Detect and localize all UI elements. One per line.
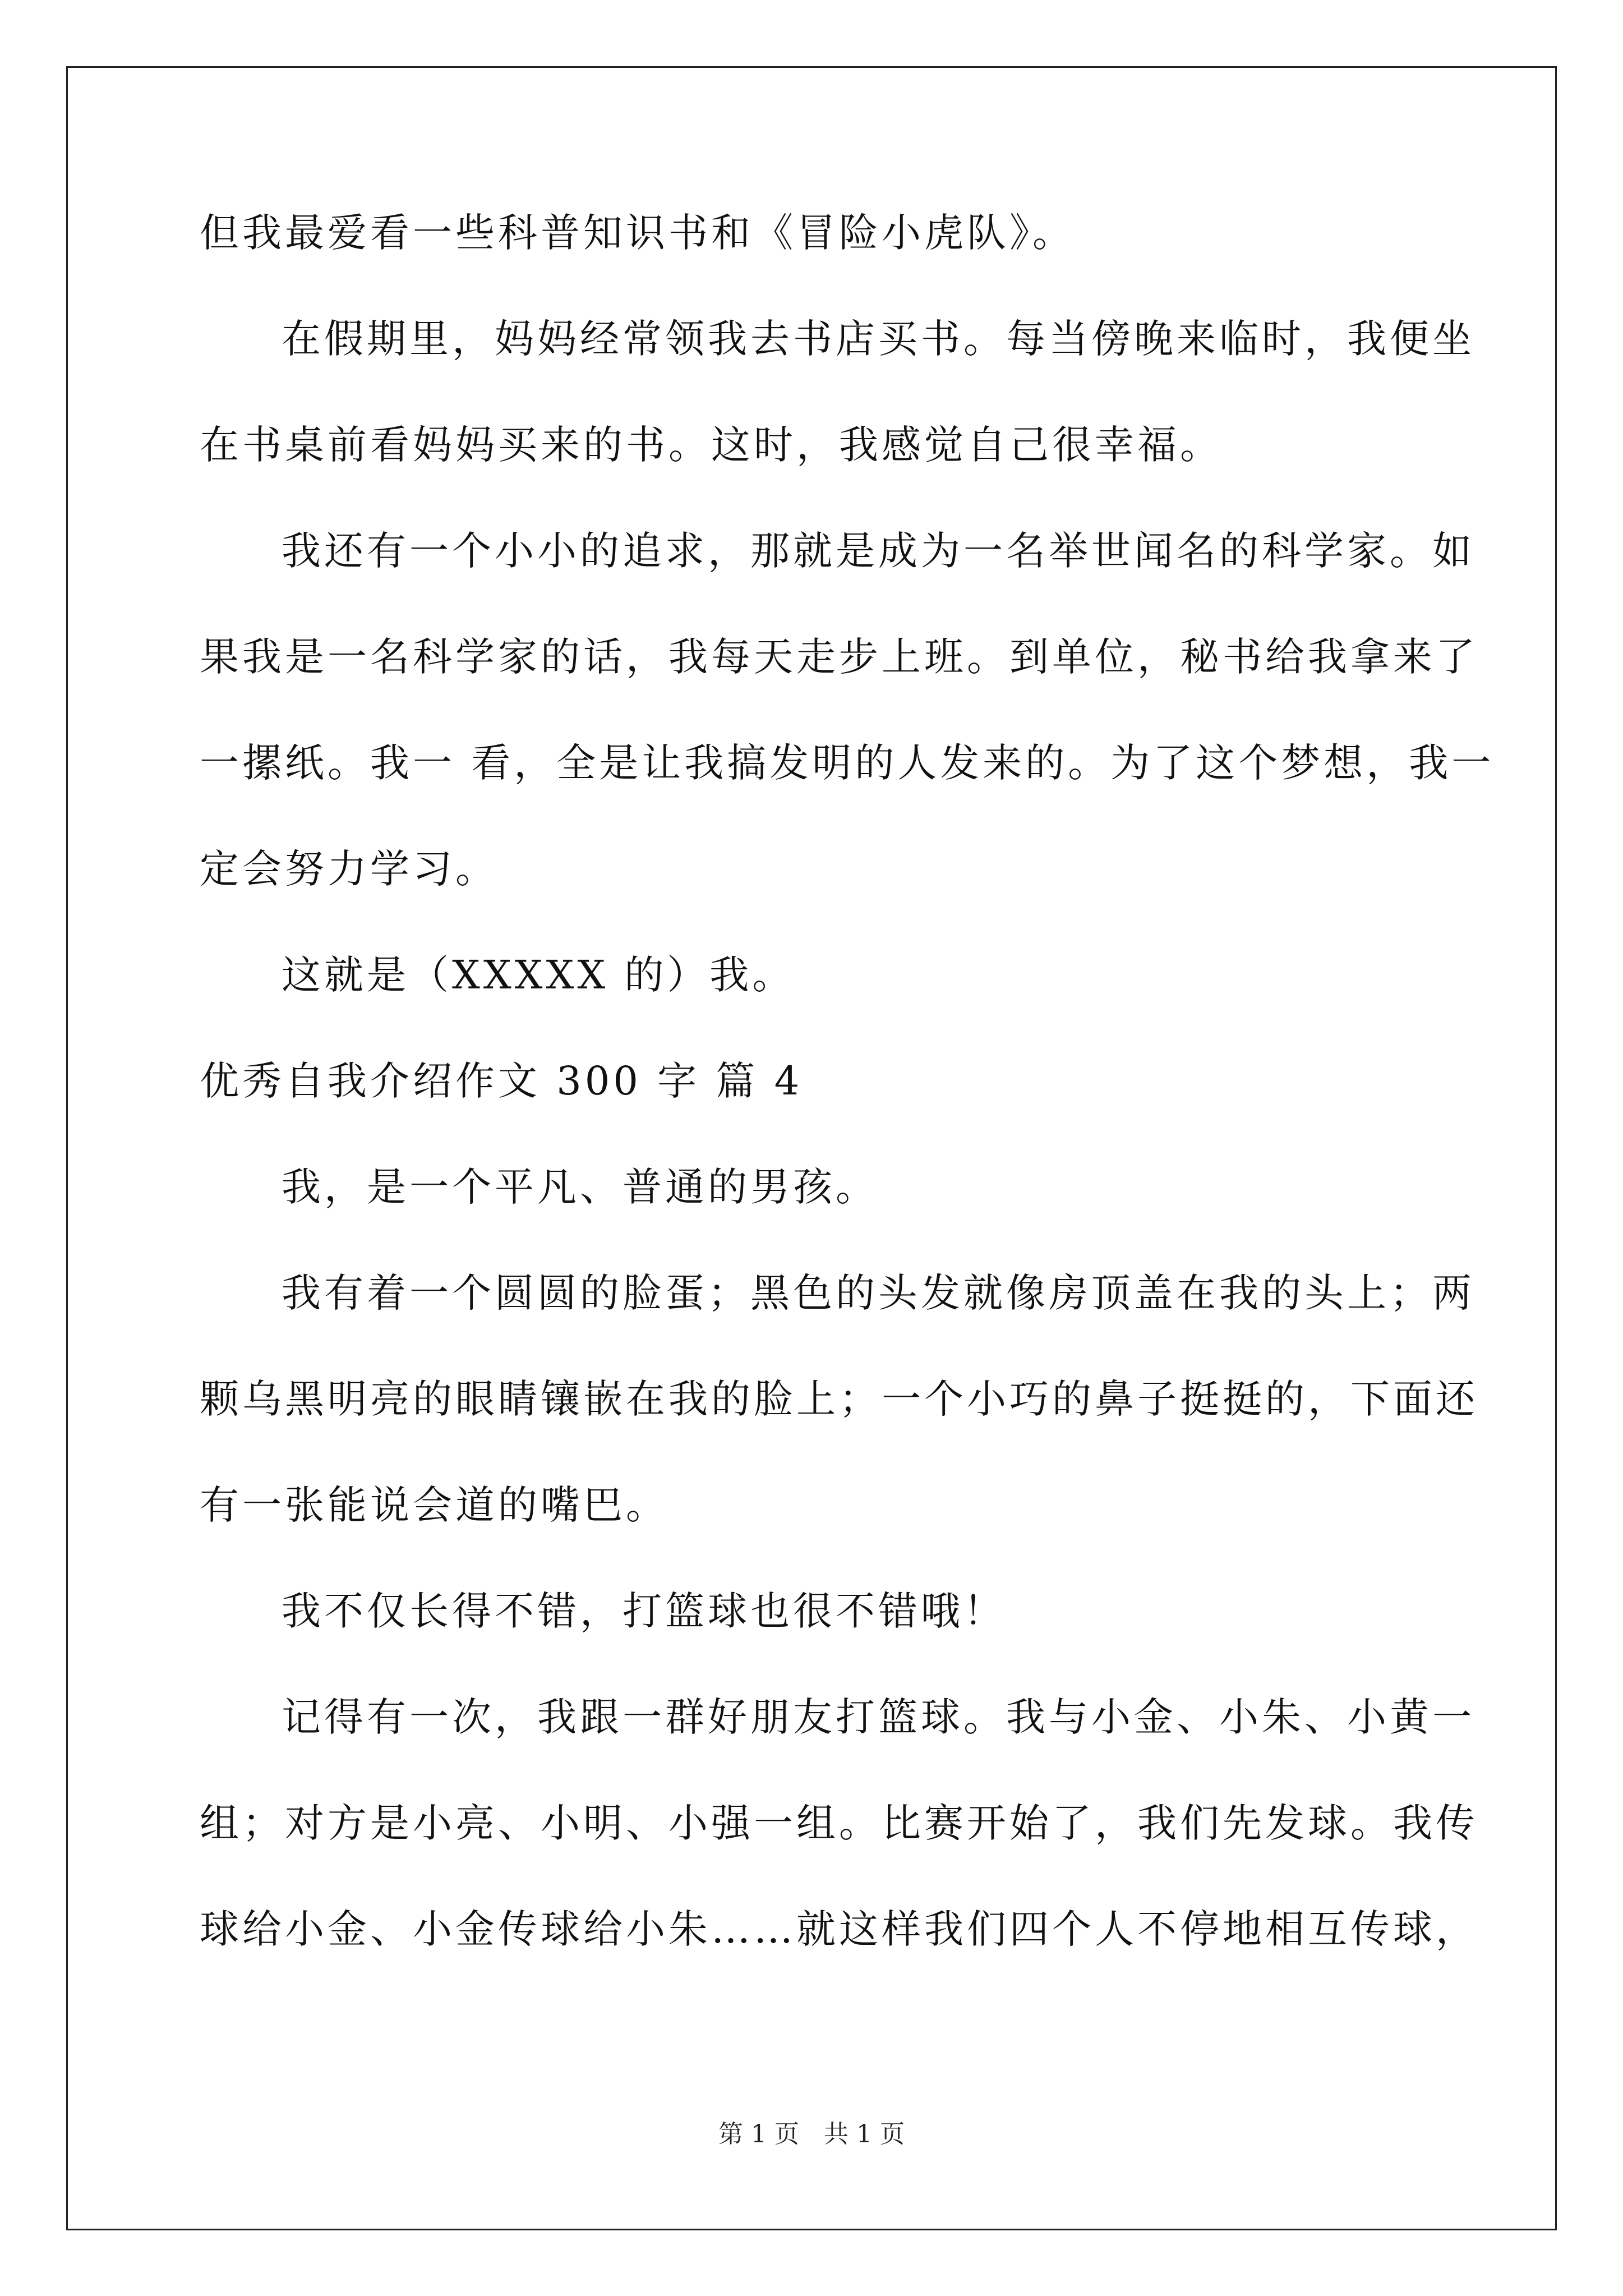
page-footer: 第 1 页 共 1 页 xyxy=(718,2120,905,2148)
text-line: 我不仅长得不错，打篮球也很不错哦！ xyxy=(282,1588,1006,1634)
text-line: 果我是一名科学家的话，我每天走步上班。到单位，秘书给我拿来了 xyxy=(200,634,1478,680)
text-line: 有一张能说会道的嘴巴。 xyxy=(200,1482,668,1528)
text-line: 球给小金、小金传球给小朱……就这样我们四个人不停地相互传球， xyxy=(200,1906,1478,1952)
text-line: 记得有一次，我跟一群好朋友打篮球。我与小金、小朱、小黄一 xyxy=(282,1694,1475,1740)
text-line: 颗乌黑明亮的眼睛镶嵌在我的脸上；一个小巧的鼻子挺挺的，下面还 xyxy=(200,1376,1478,1422)
text-line: 但我最爱看一些科普知识书和《冒险小虎队》。 xyxy=(200,210,1075,256)
text-line: 这就是（XXXXX 的）我。 xyxy=(282,952,795,998)
text-line: 我，是一个平凡、普通的男孩。 xyxy=(282,1164,878,1210)
text-line: 一摞纸。我一 看，全是让我搞发明的人发来的。为了这个梦想，我一 xyxy=(200,740,1495,786)
text-line: 定会努力学习。 xyxy=(200,846,498,892)
text-line: 组；对方是小亮、小明、小强一组。比赛开始了，我们先发球。我传 xyxy=(200,1800,1478,1846)
text-line: 在假期里，妈妈经常领我去书店买书。每当傍晚来临时，我便坐 xyxy=(282,316,1475,362)
text-line: 在书桌前看妈妈买来的书。这时，我感觉自己很幸福。 xyxy=(200,422,1223,468)
text-line: 我有着一个圆圆的脸蛋；黑色的头发就像房顶盖在我的头上；两 xyxy=(282,1270,1475,1316)
section-heading: 优秀自我介绍作文 300 字 篇 4 xyxy=(200,1058,803,1104)
text-line: 我还有一个小小的追求，那就是成为一名举世闻名的科学家。如 xyxy=(282,528,1475,574)
